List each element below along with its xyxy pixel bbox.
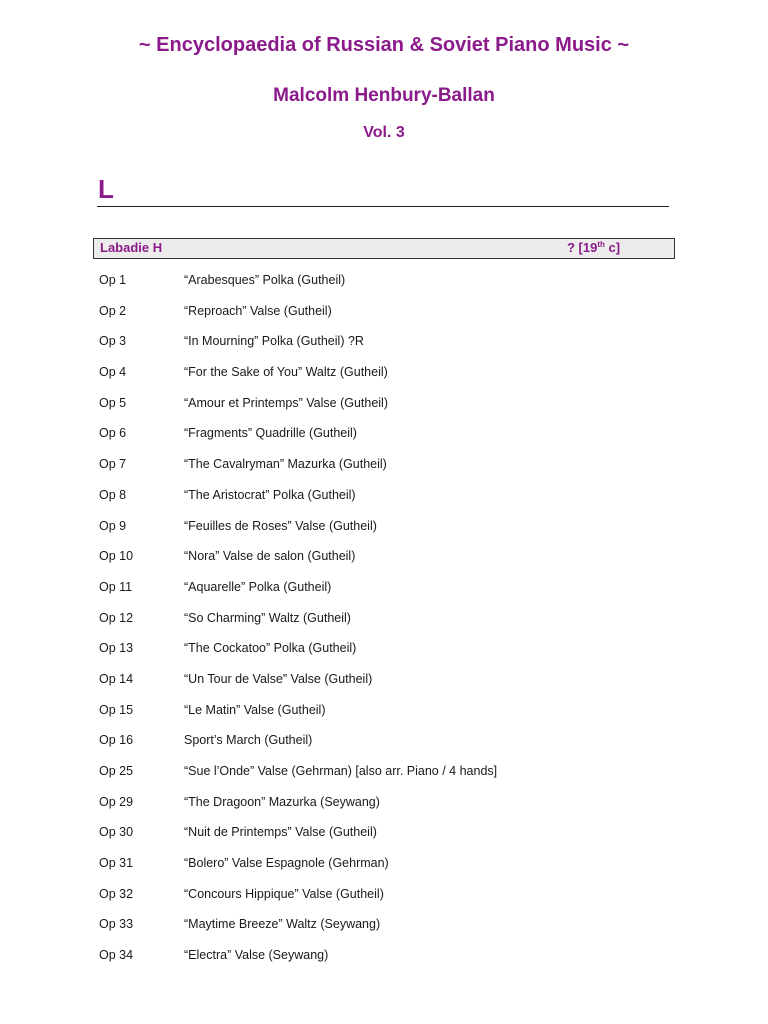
composer-date bbox=[567, 240, 620, 255]
section-divider bbox=[97, 206, 669, 207]
work-opus: Op 15 bbox=[99, 702, 134, 717]
section-letter: L bbox=[98, 174, 114, 204]
work-title: “Nuit de Printemps” Valse (Gutheil) bbox=[184, 825, 377, 840]
composer-date-suffix: c] bbox=[604, 240, 621, 255]
work-opus: Op 1 bbox=[99, 273, 127, 287]
work-row bbox=[0, 824, 768, 855]
work-title: “The Cockatoo” Polka (Gutheil) bbox=[184, 641, 357, 656]
work-title: “So Charming” Waltz (Gutheil) bbox=[184, 610, 351, 625]
work-opus: Op 12 bbox=[99, 610, 134, 625]
work-title: “Bolero” Valse Espagnole (Gehrman) bbox=[184, 856, 389, 871]
work-row bbox=[0, 671, 768, 702]
work-title: “Nora” Valse de salon (Gutheil) bbox=[184, 549, 356, 564]
work-title: “Aquarelle” Polka (Gutheil) bbox=[184, 579, 332, 594]
work-row bbox=[0, 364, 768, 395]
work-opus: Op 29 bbox=[99, 794, 134, 809]
work-opus: Op 14 bbox=[99, 671, 134, 686]
work-opus: Op 31 bbox=[99, 856, 134, 871]
work-title: “The Dragoon” Mazurka (Seywang) bbox=[184, 794, 380, 809]
work-title: “Un Tour de Valse” Valse (Gutheil) bbox=[184, 671, 373, 686]
work-title: “In Mourning” Polka (Gutheil) ?R bbox=[184, 334, 364, 349]
work-row bbox=[0, 855, 768, 886]
volume-label: Vol. 3 bbox=[363, 124, 405, 141]
work-row bbox=[0, 886, 768, 917]
work-row bbox=[0, 916, 768, 947]
work-row bbox=[0, 518, 768, 549]
work-row bbox=[0, 487, 768, 518]
work-row bbox=[0, 425, 768, 456]
work-opus: Op 25 bbox=[99, 764, 134, 778]
work-opus: Op 11 bbox=[99, 579, 133, 594]
work-row bbox=[0, 702, 768, 733]
work-row bbox=[0, 947, 768, 978]
work-row bbox=[0, 548, 768, 579]
work-opus: Op 33 bbox=[99, 917, 134, 932]
works-list bbox=[0, 272, 768, 978]
work-opus: Op 34 bbox=[99, 948, 134, 963]
work-opus: Op 10 bbox=[99, 549, 134, 564]
work-title: “Fragments” Quadrille (Gutheil) bbox=[184, 426, 357, 441]
work-title: “Amour et Printemps” Valse (Gutheil) bbox=[184, 395, 388, 410]
work-row bbox=[0, 395, 768, 426]
work-title: Sport’s March (Gutheil) bbox=[184, 733, 313, 748]
composer-date-sup: th bbox=[597, 240, 605, 249]
work-title: “Electra” Valse (Seywang) bbox=[184, 948, 329, 963]
work-title: “Le Matin” Valse (Gutheil) bbox=[184, 702, 326, 717]
work-row bbox=[0, 579, 768, 610]
work-row bbox=[0, 732, 768, 763]
work-opus: Op 2 bbox=[99, 303, 127, 318]
work-title: “Sue l’Onde” Valse (Gehrman) [also arr. Piano / 4 hands] bbox=[184, 764, 498, 778]
work-title: “The Aristocrat” Polka (Gutheil) bbox=[184, 487, 356, 502]
work-row bbox=[0, 794, 768, 825]
work-title: “Reproach” Valse (Gutheil) bbox=[184, 303, 332, 318]
work-opus: Op 32 bbox=[99, 886, 134, 901]
composer-name: Labadie H bbox=[100, 240, 163, 255]
work-opus: Op 30 bbox=[99, 825, 134, 840]
work-row bbox=[0, 610, 768, 641]
composer-header bbox=[93, 238, 675, 259]
work-opus: Op 3 bbox=[99, 334, 127, 349]
work-title: “Arabesques” Polka (Gutheil) bbox=[184, 273, 346, 287]
work-row bbox=[0, 456, 768, 487]
work-opus: Op 16 bbox=[99, 733, 134, 748]
work-title: “Maytime Breeze” Waltz (Seywang) bbox=[184, 917, 381, 932]
composer-date-prefix: ? [19 bbox=[567, 240, 598, 255]
work-title: “Feuilles de Roses” Valse (Gutheil) bbox=[184, 518, 377, 533]
work-row bbox=[0, 640, 768, 671]
work-row bbox=[0, 333, 768, 364]
work-opus: Op 8 bbox=[99, 487, 127, 502]
work-title: “Concours Hippique” Valse (Gutheil) bbox=[184, 886, 384, 901]
author-name: Malcolm Henbury-Ballan bbox=[273, 85, 495, 106]
work-row bbox=[0, 763, 768, 794]
document-title: ~ Encyclopaedia of Russian & Soviet Piano Music ~ bbox=[138, 34, 630, 56]
work-title: “For the Sake of You” Waltz (Gutheil) bbox=[184, 365, 388, 380]
work-opus: Op 4 bbox=[99, 365, 127, 380]
work-opus: Op 7 bbox=[99, 457, 127, 472]
work-row bbox=[0, 303, 768, 334]
work-title: “The Cavalryman” Mazurka (Gutheil) bbox=[184, 457, 387, 472]
work-opus: Op 6 bbox=[99, 426, 127, 441]
work-opus: Op 9 bbox=[99, 518, 127, 533]
work-row bbox=[0, 272, 768, 303]
work-opus: Op 5 bbox=[99, 395, 127, 410]
work-opus: Op 13 bbox=[99, 641, 134, 656]
